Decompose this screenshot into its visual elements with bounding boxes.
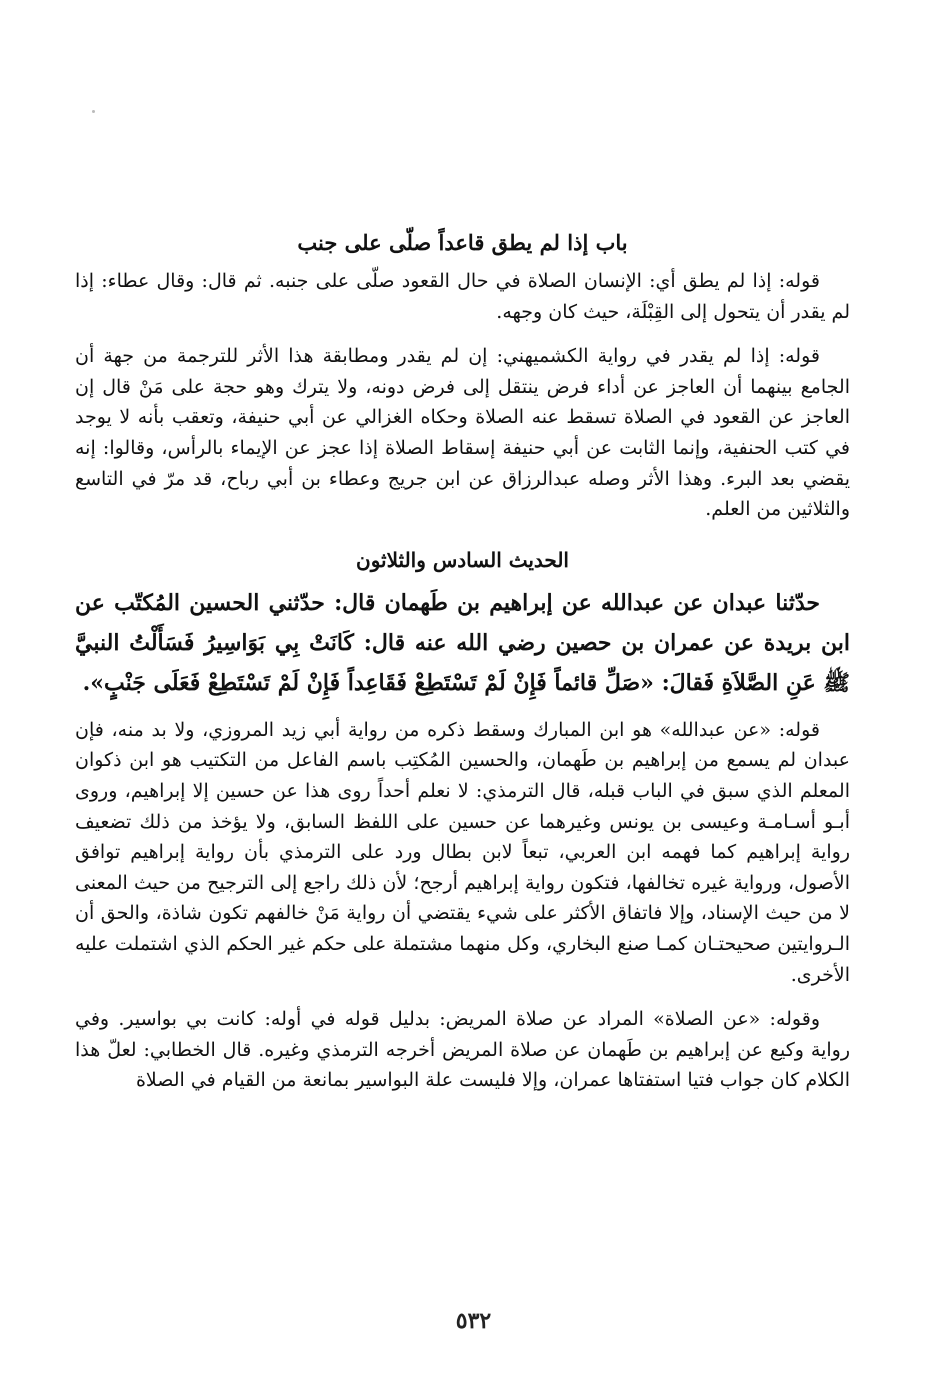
paragraph-4: وقوله: «عن الصلاة» المراد عن صلاة المريض: بدليل قوله في أوله: كانت بي بواسير. وفي رواية وكيع عن إبراهيم بن طَهمان عن صلاة المريض أخرجه الترمذي وغيره. قال الخطابي: لعلّ هذا الكلام كان جواب فتيا استفتاها عمران، وإلا فليست علة البواسير بمانعة من القيام في الصلاة [75, 1008, 850, 1092]
page-body [75, 226, 850, 1110]
chapter-title: باب إذا لم يطق قاعداً صلّى على جنب [297, 230, 628, 255]
paragraph-2: قوله: إذا لم يقدر في رواية الكشميهني: إن لم يقدر ومطابقة هذا الأثر للترجمة من جهة أن الجامع بينهما أن العاجز عن أداء فرض ينتقل إلى فرض دونه، ولا يترك وهو حجة على مَنْ قال إن العاجز عن القعود في الصلاة تسقط عنه الصلاة وحكاه الغزالي عن أبي حنيفة، وتعقب بأنه لا يوجد في كتب الحنفية، وإنما الثابت عن أبي حنيفة إسقاط الصلاة إذا عجز عن الإيماء بالرأس، وقالوا: إنه يقضي بعد البرء. وهذا الأثر وصله عبدالرزاق عن ابن جريج وعطاء بن أبي رباح، قد مرّ في التاسع والثلاثين من العلم. [75, 345, 850, 521]
paragraph-1: قوله: إذا لم يطق أي: الإنسان الصلاة في حال القعود صلّى على جنبه. ثم قال: وقال عطاء: إذا لم يقدر أن يتحول إلى القِبْلَة، حيث كان وجهه. [75, 270, 850, 323]
scan-speck [92, 110, 95, 113]
page-number: ٥٣٢ [455, 1308, 492, 1334]
paragraph-3: قوله: «عن عبدالله» هو ابن المبارك وسقط ذكره من رواية أبي زيد المروزي، ولا بد منه، فإن عبدان لم يسمع من إبراهيم بن طَهمان، والحسين المُكتِب باسم الفاعل من التكتيب هو ابن ذكوان المعلم الذي سبق في الباب قبله، قال الترمذي: لا نعلم أحداً روى هذا عن حسين إلا إبراهيم، وروى أبـو أسـامـة وعيسى بن يونس وغيرهما عن حسين على اللفظ السابق، ولا يؤخذ من ذلك تضعيف رواية إبراهيم كما فهمه ابن العربي، تبعاً لابن بطال ورد على الترمذي بأن رواية إبراهيم توافق الأصول، ورواية غيره تخالفها، فتكون رواية إبراهيم أرجح؛ لأن ذلك راجع إلى الترجيح من حيث المعنى لا من حيث الإسناد، وإلا فاتفاق الأكثر على شيء يقتضي أن رواية مَنْ خالفهم تكون شاذة، والحق أن الـروايتين صحيحتـان كمـا صنع البخاري، وكل منهما مشتملة على حكم غير الحكم الذي اشتملت عليه الأخرى. [75, 718, 850, 986]
hadith-title: الحديث السادس والثلاثون [356, 547, 569, 572]
hadith-text: حدّثنا عبدان عن عبدالله عن إبراهيم بن طَهمان قال: حدّثني الحسين المُكتّب عن ابن بريدة عن عمران بن حصين رضي الله عنه قال: كَانَتْ بِي بَوَاسِيرُ فَسَأَلْتُ النبيَّ ﷺ عَنِ الصَّلاَةِ فَقالَ: «صَلِّ قائماً فَإِنْ لَمْ تَسْتَطِعْ فَقَاعِداً فَإِنْ لَمْ تَسْتَطِعْ فَعَلَى جَنْبٍ». [75, 589, 850, 696]
